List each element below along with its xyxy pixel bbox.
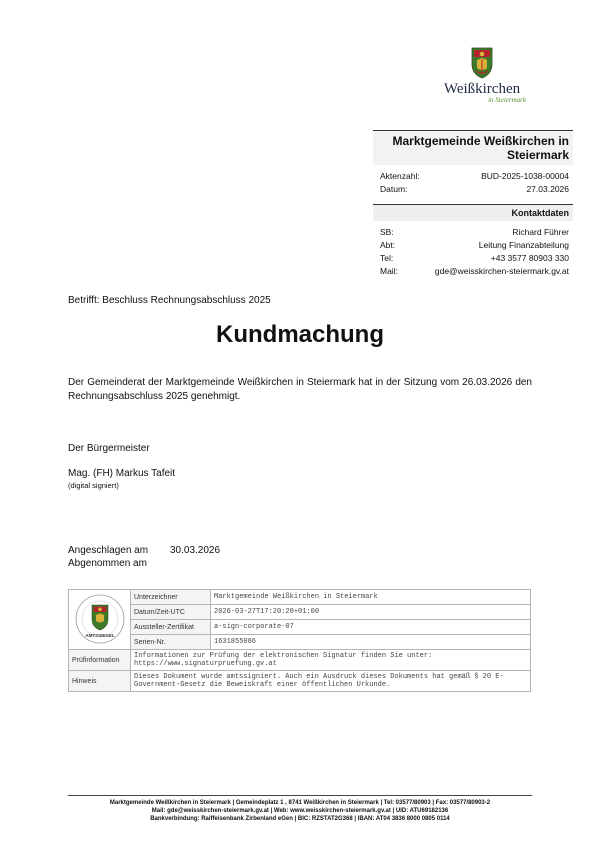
contact-label: SB: [380,227,394,237]
contact-value: +43 3577 80903 330 [490,253,569,263]
signature-row [69,590,531,605]
case-number-label: Aktenzahl: [380,171,420,181]
contact-value: Leitung Finanzabteilung [478,240,569,250]
notice-label: Hinweis [69,671,131,692]
check-info-label: Prüfinformation [69,650,131,671]
posted-date: 30.03.2026 [170,545,221,556]
contact-mail-link[interactable]: gde@weisskirchen-steiermark.gv.at [434,266,569,276]
footer-address: Marktgemeinde Weißkirchen in Steiermark | Gemeindeplatz 1 , 8741 Weißkirchen in Steiermark | Tel: 03577/80903 | Fax: 03577/80903-2 [109,800,491,806]
posted-label: Angeschlagen am [68,545,149,556]
signature-row [69,671,531,692]
signer-label: Unterzeichner [131,590,211,605]
document-title: Kundmachung [216,321,384,348]
certificate-label: Aussteller-Zertifikat [131,620,211,635]
posting-info [68,544,220,570]
signature-row [69,650,531,671]
signature-row [69,605,531,620]
coat-of-arms-icon [470,46,494,80]
serial-value: 1631855086 [211,635,531,650]
footer-divider [68,795,532,796]
check-info-text: Informationen zur Prüfung der elektronischen Signatur finden Sie unter: https://www.signaturpruefung.gv.at [131,650,531,671]
signer-role: Der Bürgermeister [68,443,150,454]
seal-text: AMTSSIEGEL [84,632,115,638]
signature-row [69,620,531,635]
contact-mail-row [373,265,573,278]
contact-heading: Kontaktdaten [373,204,573,221]
case-number-value: BUD-2025-1038-00004 [481,171,569,181]
footer-bank: Bankverbindung: Raiffeisenbank Zirbenland eGen | BIC: RZSTAT2G368 | IBAN: AT04 3836 8000 0805 0114 [150,816,450,822]
certificate-value: a-sign-corporate-07 [211,620,531,635]
case-number-row [373,170,573,183]
official-seal-icon [74,593,126,645]
announcement-body: Der Gemeinderat der Marktgemeinde Weißkirchen in Steiermark hat in der Sitzung vom 26.03.2026 den Rechnungsabschluss 2025 genehmigt. [68,377,532,402]
posted-row [68,544,220,557]
contact-label: Mail: [380,266,398,276]
timestamp-value: 2026-03-27T17:20:20+01:00 [211,605,531,620]
removed-label: Abgenommen am [68,558,147,569]
contact-value: Richard Führer [512,227,569,237]
contact-department-row [373,239,573,252]
contact-label: Abt: [380,240,396,250]
signature-row [69,635,531,650]
subject-line: Betrifft: Beschluss Rechnungsabschluss 2025 [68,295,271,306]
signer-name: Mag. (FH) Markus Tafeit [68,468,176,479]
signer-value: Marktgemeinde Weißkirchen in Steiermark [211,590,531,605]
signature-note: (digital signiert) [68,481,119,490]
timestamp-label: Datum/Zeit-UTC [131,605,211,620]
date-value: 27.03.2026 [526,184,569,194]
document-info-box [373,130,573,278]
municipality-logo [432,46,532,116]
footer-contact: Mail: gde@weisskirchen-steiermark.gv.at | Web: www.weisskirchen-steiermark.gv.at | UID: ATU69182136 [151,808,449,814]
date-label: Datum: [380,184,408,194]
logo-name: Weißkirchen [443,81,521,97]
removed-row [68,557,220,570]
date-row [373,183,573,196]
official-seal [69,590,131,650]
contact-clerk-row [373,226,573,239]
serial-label: Serien-Nr. [131,635,211,650]
contact-label: Tel: [380,253,394,263]
signature-block [68,589,531,692]
contact-phone-row [373,252,573,265]
issuer-name: Marktgemeinde Weißkirchen in Steiermark [373,130,573,165]
logo-subtitle: in Steiermark [488,96,526,104]
notice-text: Dieses Dokument wurde amtssigniert. Auch ein Ausdruck dieses Dokuments hat gemäß § 20 E-Government-Gesetz die Beweiskraft einer öffentlichen Urkunde. [131,671,531,692]
page-footer [40,799,560,823]
